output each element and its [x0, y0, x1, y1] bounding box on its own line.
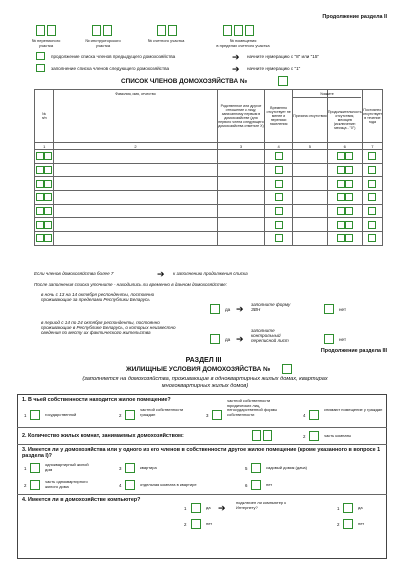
member-cell[interactable] [292, 232, 327, 246]
q3-opt-number: 1 [24, 466, 27, 471]
section3-subtitle: ЖИЛИЩНЫЕ УСЛОВИЯ ДОМОХОЗЯЙСТВА № [126, 366, 271, 373]
member-cell[interactable] [362, 177, 382, 191]
col-number: 3 [217, 143, 265, 150]
member-cell[interactable] [362, 150, 382, 164]
member-cell[interactable] [35, 218, 54, 232]
member-cell[interactable] [327, 150, 362, 164]
questions-frame [17, 394, 387, 559]
member-cell[interactable] [35, 150, 54, 164]
arrow-icon: ➔ [218, 503, 226, 513]
q3-house-checkbox[interactable] [30, 463, 40, 473]
member-row [35, 177, 383, 191]
member-cell[interactable] [327, 177, 362, 191]
member-row [35, 218, 383, 232]
header-relation: Родственное или другое отношение к лицу, записанному первым в домохозяйстве (для первого члена следующего домохозяйства отметьте Х) [217, 90, 265, 143]
member-cell[interactable] [265, 232, 293, 246]
col-number: 6 [327, 143, 362, 150]
q1-legal-label: частной собственности юридических лиц, негосударственной формы собственности [227, 398, 278, 417]
member-cell[interactable] [327, 191, 362, 205]
member-cell[interactable] [35, 163, 54, 177]
q3-opt-number: 6 [245, 483, 248, 488]
night-no-checkbox[interactable] [324, 304, 334, 314]
member-cell[interactable] [292, 191, 327, 205]
fill-next-checkbox[interactable] [36, 64, 45, 72]
q4-internet-question: подключен ли компьютер к Интернету? [236, 500, 287, 510]
q3-no-label: нет [266, 482, 273, 487]
continue-prev-label: продолжение списка членов предыдущего домохозяйства [51, 54, 176, 59]
q1-opt3-number: 3 [206, 413, 209, 418]
after-list-note: После заполнения списка уточните - находились ли временно в данном домохозяйстве: [34, 282, 227, 287]
member-cell[interactable] [217, 204, 265, 218]
member-cell[interactable] [54, 177, 217, 191]
period-yes-checkbox[interactable] [210, 334, 220, 344]
q4-no-label: нет [206, 521, 213, 526]
member-cell[interactable] [35, 191, 54, 205]
section3-title: РАЗДЕЛ III [185, 357, 222, 364]
header-group: Укажите [293, 90, 361, 98]
period-question: в период с 14 по 24 октября респонденты, постоянно проживающие в Республике Беларусь, о которых неизвестно сведения по месту их фактического жительства [41, 320, 176, 336]
col-number: 2 [54, 143, 217, 150]
q3-opt-number: 5 [245, 466, 248, 471]
member-row [35, 150, 383, 164]
member-cell[interactable] [327, 163, 362, 177]
more-than-7-note: Если членов домохозяйства более 7 [34, 271, 114, 276]
q2-part-number: 2 [303, 434, 306, 439]
q4-yes-checkbox[interactable] [191, 503, 201, 513]
member-cell[interactable] [265, 163, 293, 177]
period-no-label: нет [339, 337, 347, 342]
household-number-box[interactable] [278, 76, 288, 86]
member-cell[interactable] [217, 191, 265, 205]
col-number: 1 [35, 143, 54, 150]
q4-label: 4. Имеется ли в домохозяйстве компьютер? [22, 497, 141, 503]
night-yes-hint: заполните форму ЗВН [251, 302, 291, 313]
q2-rooms-box[interactable] [252, 430, 261, 441]
col-number: 5 [292, 143, 327, 150]
header-permanent-absent: Постоянно отсутствует в течение года [362, 90, 382, 143]
q1-legal-checkbox[interactable] [212, 410, 222, 420]
q3-dacha-checkbox[interactable] [251, 463, 261, 473]
q2-part-room-label: часть комнаты [324, 433, 352, 438]
member-cell[interactable] [292, 150, 327, 164]
q1-opt2-number: 2 [119, 413, 122, 418]
member-cell[interactable] [217, 163, 265, 177]
member-cell[interactable] [327, 204, 362, 218]
section3-continuation: Продолжение раздела III [320, 348, 387, 354]
q1-state-checkbox[interactable] [30, 410, 40, 420]
q3-apartment-checkbox[interactable] [125, 463, 135, 473]
members-title: СПИСОК ЧЛЕНОВ ДОМОХОЗЯЙСТВА № [121, 78, 247, 85]
q3-opt-number: 3 [119, 466, 122, 471]
member-cell[interactable] [265, 191, 293, 205]
header-temp-absent: Временно отсутствует не менее и переписи населения [265, 90, 293, 143]
col-number: 4 [265, 143, 293, 150]
member-cell[interactable] [217, 177, 265, 191]
q3-room-label: отдельная комната в квартире [140, 482, 197, 487]
arrow-icon: ➔ [157, 269, 165, 279]
member-cell[interactable] [35, 177, 54, 191]
member-cell[interactable] [362, 191, 382, 205]
period-no-checkbox[interactable] [324, 334, 334, 344]
arrow-icon: ➔ [236, 334, 244, 344]
q3-part-house-checkbox[interactable] [30, 480, 40, 490]
member-cell[interactable] [217, 218, 265, 232]
q1-opt4-number: 4 [303, 413, 306, 418]
more-than-7-hint: к заполнению продолжения списка [173, 271, 248, 276]
q4-internet-no-checkbox[interactable] [343, 519, 353, 529]
member-cell[interactable] [54, 232, 217, 246]
night-yes-label: да [225, 307, 231, 312]
member-row [35, 191, 383, 205]
q2-rooms-box[interactable] [263, 430, 272, 441]
member-cell[interactable] [327, 232, 362, 246]
q4-internet-no-label: нет [358, 521, 365, 526]
q3-dacha-label: садовый домик (дача) [266, 465, 307, 470]
member-cell[interactable] [362, 232, 382, 246]
period-yes-label: да [225, 337, 231, 342]
member-cell[interactable] [292, 218, 327, 232]
q3-part-house-label: часть одноквартирного жилого дома [45, 479, 88, 489]
q1-citizens-label: частной собственности граждан [140, 407, 184, 417]
section3-note: (заполняется на домохозяйства, проживающие в одноквартирных жилых домах, квартирах многоквартирных жилых домов) [82, 376, 328, 389]
header-number: № п/п [35, 90, 54, 143]
premises-label: № помещения в пределах счетного участка [216, 38, 270, 48]
q4-internet-yes-number: 1 [337, 506, 340, 511]
member-cell[interactable] [54, 163, 217, 177]
counting-district-label: № счетного участка [147, 38, 185, 43]
member-cell[interactable] [35, 204, 54, 218]
member-cell[interactable] [265, 204, 293, 218]
section3-household-box[interactable] [282, 364, 292, 374]
q2-label: 2. Количество жилых комнат, занимаемых домохозяйством: [22, 433, 184, 439]
q4-internet-yes-label: да [358, 505, 363, 510]
q3-label: 3. Имеется ли у домохозяйства или у одного из его членов в собственности другое жилое помещение (кроме указанного в вопросе 1 раздела I)? [22, 447, 381, 459]
q1-state-label: государственной [45, 412, 77, 417]
member-cell[interactable] [292, 177, 327, 191]
q1-opt1-number: 1 [24, 413, 27, 418]
q3-opt-number: 4 [119, 483, 122, 488]
header-name: Фамилия, имя, отчество [54, 90, 217, 143]
col-number: 7 [362, 143, 382, 150]
arrow-icon: ➔ [232, 52, 240, 62]
q4-no-checkbox[interactable] [191, 519, 201, 529]
member-cell[interactable] [54, 218, 217, 232]
header-reason: Укажите Причина отсутствия [292, 90, 327, 143]
q4-yes-label: да [206, 505, 211, 510]
member-cell[interactable] [362, 163, 382, 177]
census-district-label: № переписного участка [31, 38, 61, 48]
member-row [35, 163, 383, 177]
header-duration: Продолжительность отсутствия, месяцев (исключение: месяца - "0") [327, 90, 362, 143]
q4-internet-no-number: 2 [337, 522, 340, 527]
continuation-header: Продолжение раздела II [322, 14, 387, 20]
member-cell[interactable] [54, 204, 217, 218]
night-no-label: нет [339, 307, 347, 312]
member-cell[interactable] [362, 204, 382, 218]
member-cell[interactable] [292, 163, 327, 177]
q1-rent-label: снимают помещение у граждан [324, 407, 383, 412]
arrow-icon: ➔ [232, 64, 240, 74]
fill-next-hint: начните нумерацию с "1" [247, 66, 301, 71]
q3-room-checkbox[interactable] [125, 480, 135, 490]
q3-no-checkbox[interactable] [251, 480, 261, 490]
member-row [35, 232, 383, 246]
q4-internet-yes-checkbox[interactable] [343, 503, 353, 513]
members-table [34, 89, 383, 246]
member-cell[interactable] [327, 218, 362, 232]
q1-rent-checkbox[interactable] [309, 410, 319, 420]
fill-next-label: заполнение списка членов следующего домохозяйства [51, 66, 170, 71]
member-cell[interactable] [35, 232, 54, 246]
member-cell[interactable] [265, 150, 293, 164]
continue-prev-checkbox[interactable] [36, 52, 45, 60]
member-cell[interactable] [54, 150, 217, 164]
q3-opt-number: 2 [24, 483, 27, 488]
member-cell[interactable] [265, 177, 293, 191]
member-cell[interactable] [217, 232, 265, 246]
member-cell[interactable] [54, 191, 217, 205]
member-cell[interactable] [265, 218, 293, 232]
member-cell[interactable] [362, 218, 382, 232]
member-row [35, 204, 383, 218]
q2-part-room-checkbox[interactable] [309, 431, 319, 441]
member-cell[interactable] [292, 204, 327, 218]
night-question: в ночь с 13 на 14 октября респонденты, постоянно проживающие за пределами Республики Беларусь [41, 292, 155, 303]
member-cell[interactable] [217, 150, 265, 164]
q1-citizens-checkbox[interactable] [125, 410, 135, 420]
instructor-district-label: № инструкторского участка [85, 38, 121, 48]
q3-apartment-label: квартира [140, 465, 157, 470]
night-yes-checkbox[interactable] [210, 304, 220, 314]
q3-house-label: одноквартирный жилой дом [45, 462, 89, 472]
q1-label: 1. В чьей собственности находится жилое помещение? [22, 397, 171, 403]
period-yes-hint: заполните контрольный переписной лист [251, 328, 289, 344]
continue-prev-hint: начните нумерацию с "8" или "15" [247, 54, 320, 59]
arrow-icon: ➔ [236, 304, 244, 314]
q4-no-number: 2 [184, 522, 187, 527]
q4-yes-number: 1 [184, 506, 187, 511]
